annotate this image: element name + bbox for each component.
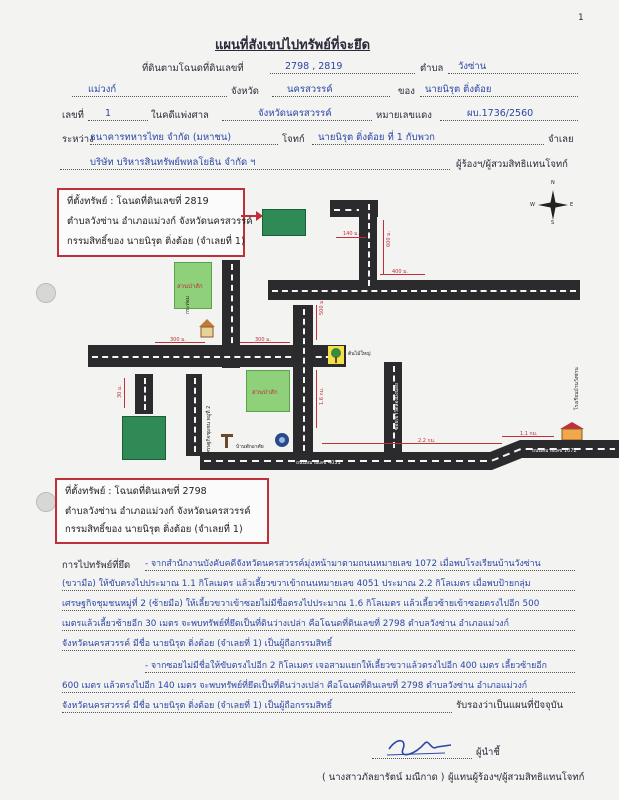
house-label: กระท่อม — [185, 296, 191, 314]
tree-icon — [328, 346, 344, 364]
road-1072-label: ถนนหมายเลข 1072 — [532, 448, 577, 454]
dim-30m: 30 ม. — [117, 385, 123, 398]
road-plot-access — [135, 374, 153, 414]
shop-label: บ้านพักอาศัย — [236, 444, 264, 450]
park-teak-2: สวนป่าสัก — [246, 370, 290, 412]
school-icon — [560, 422, 584, 440]
dim-140m: 140 ม. — [343, 231, 360, 237]
dim-300m-a: 300 ม. — [170, 337, 187, 343]
punch-hole — [36, 283, 56, 303]
page-title: แผนที่สังเขปไปทรัพย์ที่จะยึด — [215, 38, 371, 53]
directions-p2-line3: จังหวัดนครสวรรค์ มีชื่อ นายนิรุต ติ่งต้อย (จำเลยที่ 1) เป็นผู้ถือกรรมสิทธิ์ — [62, 701, 333, 711]
directions-p1-line5: จังหวัดนครสวรรค์ มีชื่อ นายนิรุต ติ่งต้อย (จำเลยที่ 1) เป็นผู้ถือกรรมสิทธิ์ — [62, 639, 333, 649]
road-top-east — [268, 280, 580, 300]
plot-2819 — [262, 209, 306, 236]
directions-p1-line2: (ขวามือ) ให้ขับตรงไปประมาณ 1.1 กิโลเมตร แล้วเลี้ยวขวาเข้าถนนหมายเลข 4051 ประมาณ 2.2 กิโลเมตร เมื่อพบป้ายกลุ่ม — [62, 579, 531, 589]
house-icon — [198, 318, 216, 338]
compass-icon: N S W E — [530, 180, 574, 226]
signature-scribble — [385, 735, 455, 759]
certify-text: รับรองว่าเป็นแผนที่ปัจจุบัน — [456, 700, 564, 711]
big-tree-label: ต้นไม้ใหญ่ — [348, 351, 371, 357]
dim-600m: 600 ม. — [386, 230, 392, 247]
directions-p2-line2: 600 เมตร แล้วตรงไปอีก 140 เมตร จะพบทรัพย์ที่ยึดเป็นที่ดินว่างเปล่า คือโฉนดที่ดินเลขที่ 2798 ตำบลวังซ่าน อำเภอแม่วงก์ — [62, 681, 528, 691]
park-teak-1: สวนป่าสัก — [174, 262, 212, 309]
directions-label: การไปทรัพย์ที่ยึด — [62, 560, 131, 571]
page-number: 1 — [578, 13, 584, 23]
signer-name: ( นางสาวภัลยารัตน์ มณีกาด ) — [322, 772, 445, 783]
dim-1-1km: 1.1 กม. — [520, 431, 538, 437]
dim-1-6km: 1.6 กม. — [319, 387, 325, 405]
directions-p1-line3: เศรษฐกิจชุมชนหมู่ที่ 2 (ซ้ายมือ) ให้เลี้ยวขวาเข้าซอยไม่มีชื่อตรงไปประมาณ 1.6 กิโลเมตร แล้วเลี้ยวซ้ายเข้าซอยตรงไปอีก 500 — [62, 599, 540, 609]
village-road-label: ซอยเข้าวัดสองมิ่งน้อย — [394, 383, 400, 430]
dim-500m: 500 ม. — [319, 298, 325, 315]
directions-p1-line1: - จากสำนักงานบังคับคดีจังหวัดนครสวรรค์มุ่งหน้ามาตามถนนหมายเลข 1072 เมื่อพบโรงเรียนบ้านวังซ่าน — [145, 559, 541, 569]
signer-role: ผู้แทนผู้ร้องฯ/ผู้สวมสิทธิแทนโจทก์ — [448, 772, 585, 783]
hut-icon — [220, 432, 234, 448]
dim-2-2km: 2.2 กม. — [418, 438, 436, 444]
guide-label: ผู้นำชี้ — [476, 747, 500, 758]
punch-hole — [36, 492, 56, 512]
side-label: เศรษฐกิจชุมชน หมู่ที่ 2 — [206, 405, 212, 455]
location-box-2798: ที่ตั้งทรัพย์ : โฉนดที่ดินเลขที่ 2798 ตำบลวังซ่าน อำเภอแม่วงก์ จังหวัดนครสวรรค์ กรรมสิทธิ์ของ นายนิรุต ติ่งต้อย (จำเลยที่ 1) — [55, 478, 269, 544]
school-label: โรงเรียนบ้านวังซ่าน — [574, 367, 580, 410]
location-box-2819: ที่ตั้งทรัพย์ : โฉนดที่ดินเลขที่ 2819 ตำบลวังซ่าน อำเภอแม่วงก์ จังหวัดนครสวรรค์ กรรมสิทธิ์ของ นายนิรุต ติ่งต้อย (จำเลยที่ 1) — [57, 188, 245, 257]
road-4051-label: ถนนหมายเลข 4051 — [296, 460, 341, 466]
dim-300m-b: 300 ม. — [255, 337, 272, 343]
pointer-arrow-2819 — [241, 210, 263, 222]
tower-icon — [274, 432, 290, 448]
plot-2798 — [122, 416, 166, 460]
directions-p1-line4: เมตรแล้วเลี้ยวซ้ายอีก 30 เมตร จะพบทรัพย์ที่ยึดเป็นที่ดินว่างเปล่า คือโฉนดที่ดินเลขที่ 2798 ตำบลวังซ่าน อำเภอแม่วงก์ — [62, 619, 509, 629]
road-vertical-north — [359, 200, 377, 290]
directions-p2-line1: - จากซอยไม่มีชื่อให้ขับตรงไปอีก 2 กิโลเมตร เจอสามแยกให้เลี้ยวขวาแล้วตรงไปอีก 400 เมตร เลี้ยวซ้ายอีก — [145, 661, 547, 671]
dim-400m: 400 ม. — [392, 269, 409, 275]
